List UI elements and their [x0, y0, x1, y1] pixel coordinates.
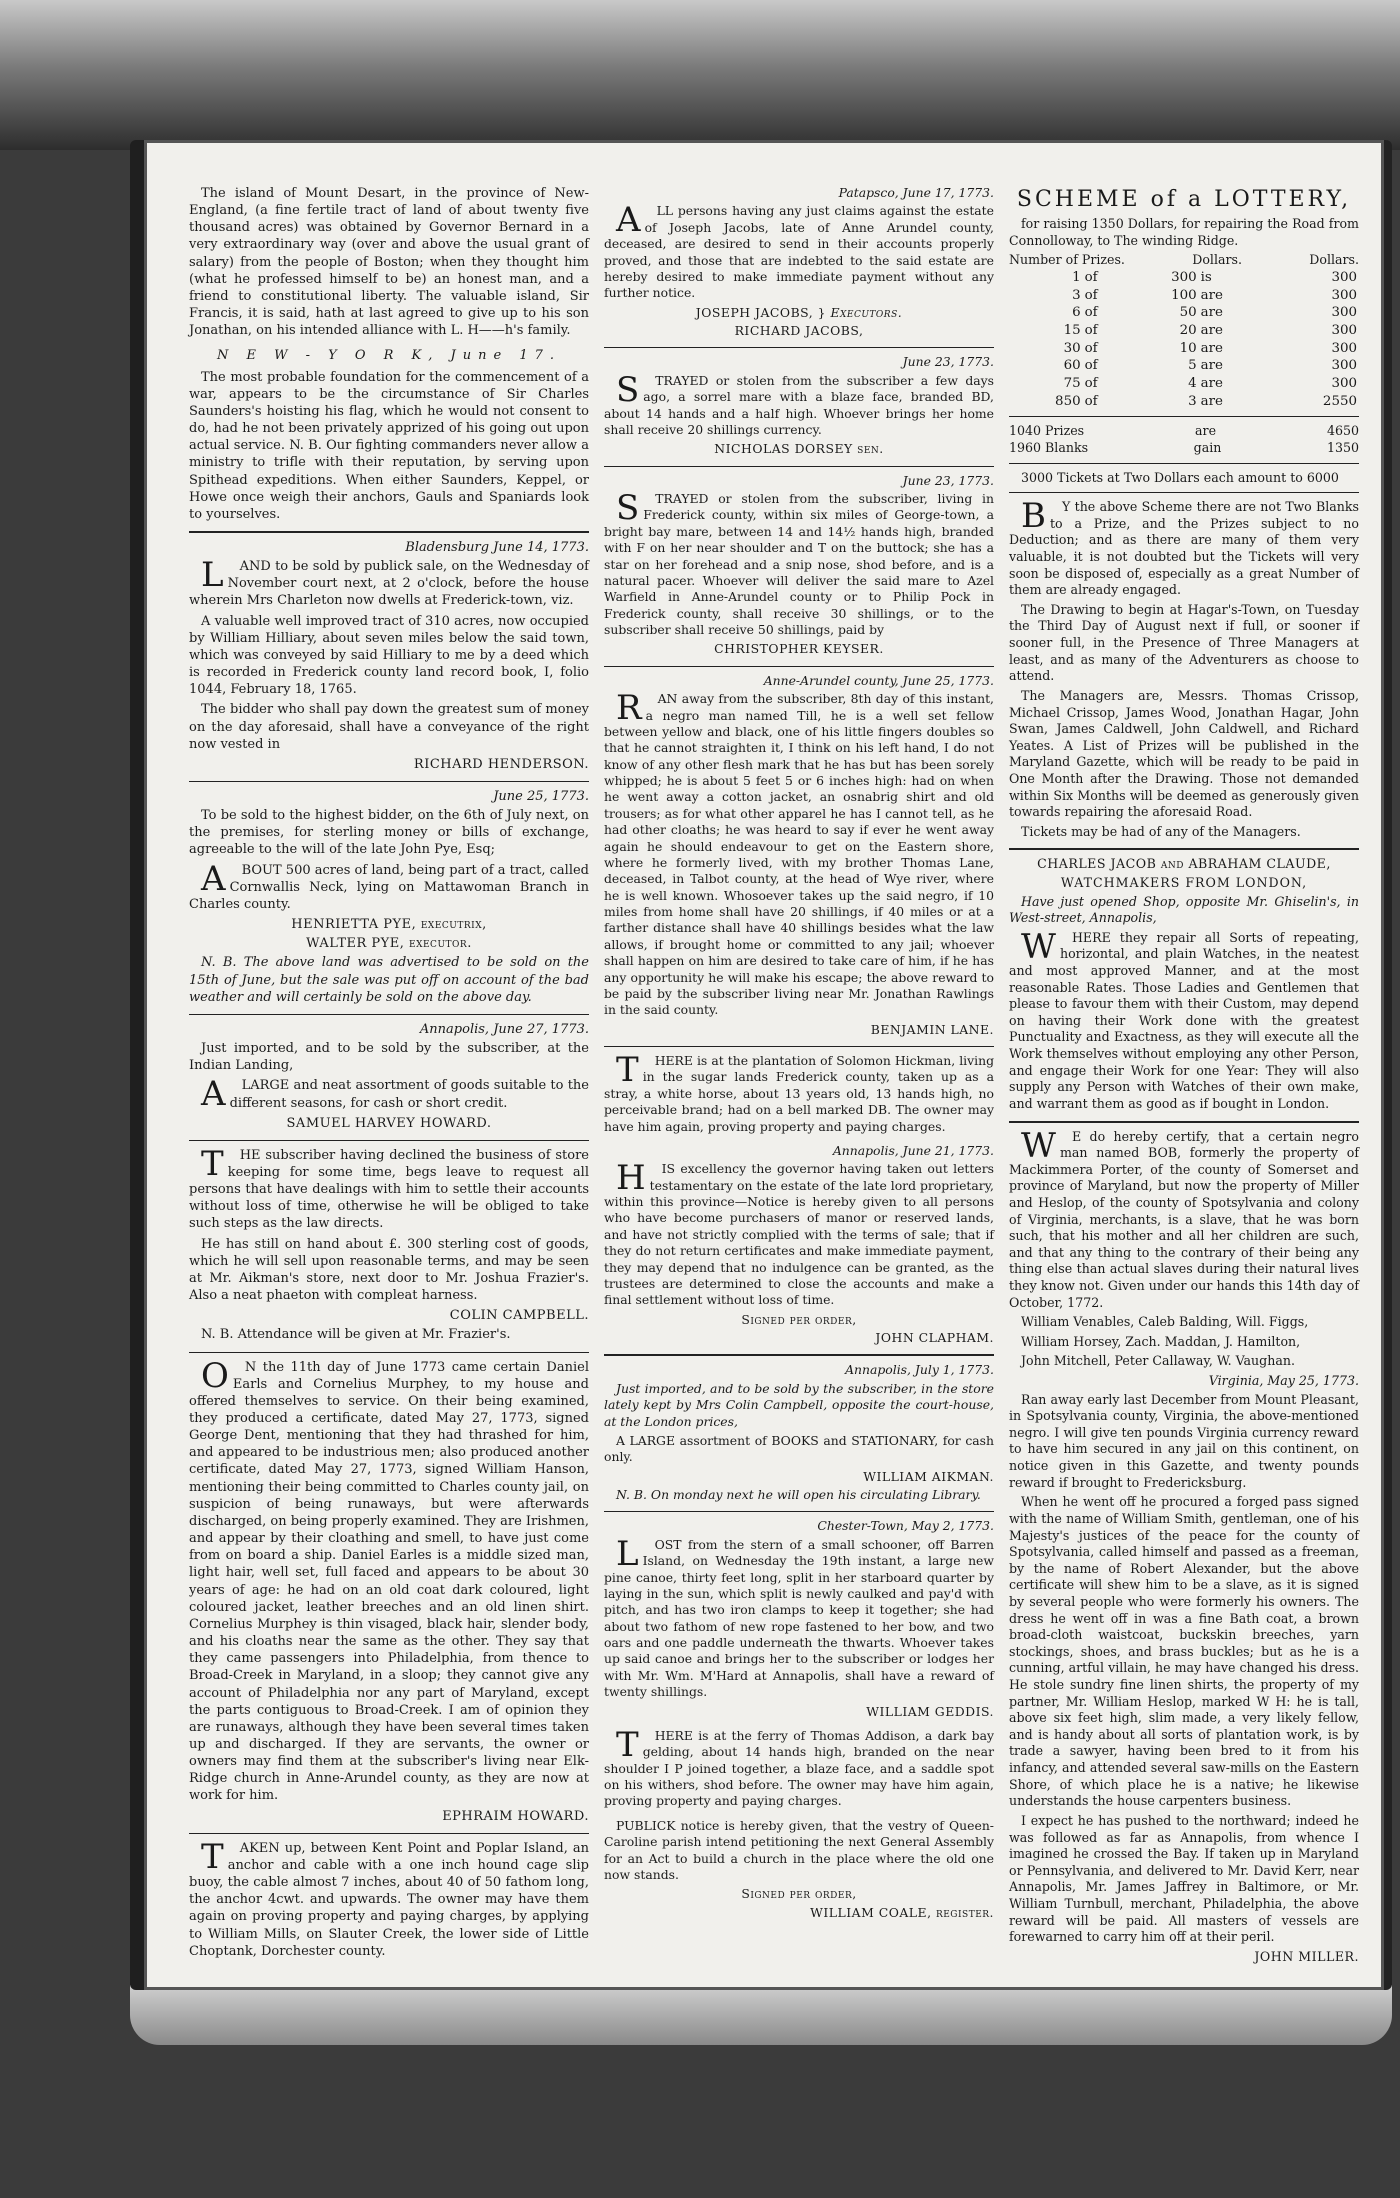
mount-desart-article: [189, 185, 589, 339]
prize-cell-of: of: [1084, 340, 1098, 356]
signature: BENJAMIN LANE.: [870, 1021, 994, 1037]
divider: [1009, 848, 1359, 850]
signed-per-order: Signed per order,: [741, 1886, 857, 1902]
ad-text: Just imported, and to be sold by the subscriber, at the Indian Landing,: [189, 1041, 589, 1074]
newspaper-page: [130, 140, 1392, 1990]
column-2: [604, 185, 994, 1929]
prize-row: [1009, 340, 1359, 358]
dateline: Patapsco, June 17, 1773.: [838, 185, 994, 200]
divider: [604, 347, 994, 348]
dateline: Annapolis, June 27, 1773.: [419, 1021, 589, 1037]
ad-text: A LARGE assortment of BOOKS and STATIONARY, for cash only.: [604, 1432, 994, 1465]
drop-cap: L: [616, 1533, 639, 1574]
divider: [1009, 416, 1359, 417]
prize-cell-is: are: [1200, 322, 1223, 338]
divider: [604, 666, 994, 667]
prize-cell-total: 300: [1331, 305, 1357, 321]
article-text: The most probable foundation for the commencement of a war, appears to be the circumstance of Sir Charles Saunders's hoisting his flag, which he would not consent to do, had he not been privately apprized of his going out upon actual service. N. B. Our fighting commanders never allow a ministry to trifle with their reputation, by serving upon Spithead expeditions. When either Saunders, Keppel, or Howe once weigh their anchors, Gauls and Spaniards look to yourselves.: [189, 369, 589, 522]
article-text: The island of Mount Desart, in the province of New-England, (a fine fertile tract of land of about twenty five thousand acres) was obtained by Governor Bernard in a very extraordinary way (over and above the usual grant of salary) from the people of Boston; when they thought him (what he professed himself to be) an honest man, and a friend to constitutional liberty. The valuable island, Sir Francis, it is said, hath at last agreed to give up to his son Jonathan, on his intended alliance with L. H——h's family.: [189, 186, 589, 339]
prize-cell-val: 10: [1179, 340, 1197, 356]
prize-cell-is: are: [1200, 375, 1223, 391]
stray-horse-ad: [604, 1050, 994, 1135]
prize-row: [1009, 304, 1359, 322]
column-3: [1009, 185, 1359, 1973]
drop-cap: A: [201, 1074, 226, 1115]
prize-cell-total: 300: [1331, 287, 1357, 303]
stray-mare-ad: [604, 354, 994, 457]
ad-text: To be sold to the highest bidder, on the 6th of July next, on the premises, for sterling money or bills of exchange, agreeable to the will of the late John Pye, Esq;: [189, 808, 589, 858]
lottery-scheme: [1009, 185, 1359, 840]
ad-text: L OST from the stern of a small schooner, off Barren Island, on Wednesday the 19th instant, a large new pine canoe, thirty feet long, split in her starboard quarter by laying in the sun, which split is newly caulked and pay'd with pitch, and has two iron clamps to keep it together; she had about two fathom of new rope fastened to her bow, and two oars and one paddle underneath the thwarts. Whoever takes up said canoe and brings her to the subscriber or lodges her with Mr. Wm. M'Hard at Annapolis, shall have a reward of twenty shillings.: [604, 1533, 994, 1700]
divider: [604, 1511, 994, 1512]
ad-text: I expect he has pushed to the northward; indeed he was followed as far as Annapolis, from whence I imagined he crossed the Bay. If taken up in Maryland or Pennsylvania, and delivered to Mr. David Kerr, near Annapolis, Mr. James Jaffrey in Baltimore, or Mr. William Turnbull, merchant, Philadelphia, the above reward will be paid. All masters of vessels are forewarned to carry him off at their peril.: [1009, 1812, 1359, 1945]
divider: [189, 1833, 589, 1834]
ad-text: He has still on hand about £. 300 sterling cost of goods, which he will sell upon reasonable terms, and may be seen at Mr. Aikman's store, next door to Mr. Joshua Frazier's. Also a neat phaeton with compleat harness.: [189, 1236, 589, 1304]
prize-cell-total: 300: [1331, 269, 1357, 285]
prize-cell-n: 30: [1063, 340, 1081, 356]
drop-cap: S: [616, 369, 640, 410]
prize-cell-n: 1: [1072, 269, 1081, 285]
ad-note: N. B. On monday next he will open his circulating Library.: [616, 1487, 981, 1502]
ad-text: When he went off he procured a forged pass signed with the name of William Smith, gentleman, one of his Majesty's justices of the peace for the county of Spotsylvania, called himself and passed as a freeman, by the name of Robert Alexander, but the above certificate will shew him to be a slave, as it is signed by several people who were formerly his owners. The dress he went off in was a fine Bath coat, a brown broad-cloth waistcoat, buckskin breeches, yarn stockings, shoes, and brass buckles; but as he is a cunning, artful villain, he may have changed his dress. He stole sundry fine linen shirts, the property of my partner, Mr. William Heslop, marked W H: he is tall, above six feet high, slim made, a very likely fellow, and is handy about all sorts of plantation work, is by trade a sawyer, having been bred to it from his infancy, and attended several saw-mills on the Eastern Shore, of which place he is a native; he likewise understands the house carpenters business.: [1009, 1494, 1359, 1809]
lottery-text: B Y the above Scheme there are not Two Blanks to a Prize, and the Prizes subject to no Deduction; and as there are many of them very valuable, it is not doubted but the Tickets will very soon be disposed of, especially as a great Number of them are already engaged.: [1009, 496, 1359, 598]
prize-cell-of: of: [1084, 375, 1098, 391]
signature: RICHARD JACOBS,: [734, 323, 864, 338]
divider: [1009, 463, 1359, 464]
prize-row: [1009, 393, 1359, 411]
divider: [189, 1140, 589, 1141]
ad-text: A LL persons having any just claims against the estate of Joseph Jacobs, late of Anne Arundel county, deceased, are desired to send in their accounts properly proved, and those that are indebted to the said estate are hereby desired to make immediate payment without any further notice.: [604, 200, 994, 301]
ad-text: The bidder who shall pay down the greatest sum of money on the day aforesaid, shall have a conveyance of the right now vested in: [189, 702, 589, 752]
prizes-total-row: 1040 Prizes are 4650: [1009, 423, 1359, 439]
drop-cap: T: [616, 1724, 639, 1765]
prize-cell-total: 300: [1331, 322, 1357, 338]
divider: [189, 531, 589, 533]
ad-text: A BOUT 500 acres of land, being part of a tract, called Cornwallis Neck, lying on Mattawoman Branch in Charles county.: [189, 858, 589, 912]
prize-cell-of: of: [1084, 393, 1098, 409]
new-york-article: [189, 347, 589, 523]
prize-cell-of: of: [1084, 358, 1098, 374]
prize-cell-is: are: [1200, 287, 1223, 303]
ad-text: O N the 11th day of June 1773 came certain Daniel Earls and Cornelius Murphey, to my house and offered themselves to service. On their being examined, they produced a certificate, dated May 27, 1773, signed George Dent, mentioning that they had thrashed for him, and appeared to be industrious men; also produced another certificate, dated May 27, 1773, signed William Hanson, mentioning their being committed to Charles county jail, on suspicion of being runaways, but were afterwards discharged, on being properly examined. They are Irishmen, and appear by their cloathing and smell, to have just come from on board a ship. Daniel Earles is a middle sized man, light hair, well set, full faced and appears to be about 30 years of age: he had on an old coat dark coloured, light coloured jacket, leather breeches and an old linen shirt. Cornelius Murphey is thin visaged, black hair, slender body, and his cloaths near the same as the other. They say that they came passengers into Philadelphia, from thence to Broad-Creek in Maryland, in a sloop; they cannot give any account of Philadelphia nor any part of Maryland, except the parts contiguous to Broad-Creek. I am of opinion they are runaways, although they have been several times taken up and discharged. If they are servants, the owner or owners may find them at the subscriber's living near Elk-Ridge church in Anne-Arundel county, as they are now at work for him.: [189, 1355, 589, 1804]
signature: JOSEPH JACOBS, } Executors.: [695, 304, 903, 320]
signers-line: John Mitchell, Peter Callaway, W. Vaughan.: [1021, 1353, 1295, 1369]
drop-cap: R: [616, 688, 642, 729]
prize-cell-n: 75: [1063, 375, 1081, 391]
lottery-table-header: Number of Prizes. Dollars. Dollars.: [1009, 252, 1359, 268]
lottery-text: The Managers are, Messrs. Thomas Crissop, Michael Crissop, James Wood, Jonathan Hagar, John Swan, James Caldwell, John Caldwell, and Richard Yeates. A List of Prizes will be published in the Maryland Gazette, which will be ready to be paid in One Month after the Drawing. Those not demanded within Six Months will be deemed as generously given towards repairing the aforesaid Road.: [1009, 687, 1359, 820]
drop-cap: W: [1021, 1125, 1056, 1166]
signature: WALTER PYE, executor.: [306, 936, 472, 952]
blanks-total-row: 1960 Blanks gain 1350: [1009, 439, 1359, 455]
signers-line: William Venables, Caleb Balding, Will. Figgs,: [1021, 1314, 1309, 1330]
runaway-till-ad: [604, 673, 994, 1038]
divider: [604, 1046, 994, 1047]
gelding-ferry-ad: [604, 1724, 994, 1810]
ad-note: N. B. Attendance will be given at Mr. Frazier's.: [201, 1327, 511, 1343]
prize-cell-n: 15: [1063, 322, 1081, 338]
divider: [189, 781, 589, 782]
drop-cap: L: [201, 555, 224, 596]
ad-text: L AND to be sold by publick sale, on the Wednesday of November court next, at 2 o'clock, before the house wherein Mrs Charleton now dwells at Frederick-town, viz.: [189, 555, 589, 609]
prize-cell-total: 2550: [1322, 393, 1357, 409]
keyser-mare-ad: [604, 473, 994, 658]
dateline: Virginia, May 25, 1773.: [1208, 1373, 1359, 1389]
prize-row: [1009, 322, 1359, 340]
ad-text: S TRAYED or stolen from the subscriber, living in Frederick county, within six miles of George-town, a bright bay mare, between 14 and 14½ hands high, branded with F on her near shoulder and T on the buttock; she has a star on her forehead and a snip nose, shod before, and is a natural pacer. Whoever will deliver the said mare to Azel Warfield in Anne-Arundel county or to Philip Pock in Frederick county, shall receive 30 shillings, or to the subscriber shall receive 50 shillings, paid by: [604, 488, 994, 637]
campbell-store-ad: [189, 1143, 589, 1344]
prize-cell-is: are: [1200, 305, 1223, 321]
prize-cell-val: 5: [1188, 358, 1197, 374]
signature: NICHOLAS DORSEY sen.: [714, 441, 884, 457]
ad-text: Ran away early last December from Mount Pleasant, in Spotsylvania county, Virginia, the above-mentioned negro. I will give ten pounds Virginia currency reward to have him secured in any jail on this continent, on notice given in this Gazette, and twenty pounds reward if brought to Fredericksburg.: [1009, 1391, 1359, 1490]
dateline: Chester-Town, May 2, 1773.: [817, 1518, 994, 1534]
drop-cap: S: [616, 488, 640, 528]
tickets-line: 3000 Tickets at Two Dollars each amount to 6000: [1021, 469, 1339, 485]
prize-row: [1009, 357, 1359, 375]
prize-cell-val: 20: [1179, 322, 1197, 338]
signature: SAMUEL HARVEY HOWARD.: [286, 1115, 492, 1131]
runaway-bob-ad: [1009, 1125, 1359, 1966]
prize-cell-is: are: [1200, 393, 1223, 409]
signature: JOHN MILLER.: [1254, 1948, 1359, 1964]
howard-goods-ad: [189, 1021, 589, 1132]
prize-cell-total: 300: [1331, 358, 1357, 374]
prize-cell-val: 300: [1171, 269, 1197, 285]
signature: COLIN CAMPBELL.: [449, 1308, 589, 1324]
divider: [1009, 492, 1359, 493]
ad-text: Just imported, and to be sold by the subscriber, in the store lately kept by Mrs Colin Campbell, opposite the court-house, at the London prices,: [604, 1380, 994, 1429]
ad-text: W E do hereby certify, that a certain negro man named BOB, formerly the property of Mackimmera Porter, of the county of Somerset and province of Maryland, but now the property of Miller and Heslop, of the county of Spotsylvania and colony of Virginia, merchants, is a slave, that he was born such, that his mother and all her children are such, and that any thing to the contrary of their being any thing else than actual slaves during their natural lives they know not. Given under our hands this 14th day of October, 1772.: [1009, 1125, 1359, 1310]
ad-note: N. B. The above land was advertised to be sold on the 15th of June, but the sale was put off on account of the bad weather and will certainly be sold on the above day.: [189, 955, 589, 1005]
signature: JOHN CLAPHAM.: [875, 1330, 994, 1345]
lottery-intro: for raising 1350 Dollars, for repairing the Road from Connolloway, to The winding Ridge.: [1009, 216, 1359, 248]
divider: [189, 1014, 589, 1015]
drop-cap: T: [616, 1050, 639, 1090]
drop-cap: H: [616, 1158, 646, 1199]
prize-cell-val: 100: [1171, 287, 1197, 303]
signature: WILLIAM GEDDIS.: [866, 1703, 994, 1719]
pye-land-ad: [189, 788, 589, 1006]
new-york-heading: N E W - Y O R K, June 17.: [216, 348, 562, 364]
prize-cell-val: 50: [1179, 305, 1197, 321]
dateline: Anne-Arundel county, June 25, 1773.: [763, 672, 994, 688]
drop-cap: O: [201, 1355, 229, 1396]
dateline: June 23, 1773.: [902, 354, 994, 370]
prize-row: [1009, 375, 1359, 393]
vestry-notice: [604, 1818, 994, 1921]
ad-text: T HE subscriber having declined the business of store keeping for some time, begs leave to request all persons that have dealings with him to settle their accounts without loss of time, otherwise he will be obliged to take such steps as the law directs.: [189, 1143, 589, 1232]
prize-cell-of: of: [1084, 305, 1098, 321]
prize-cell-is: are: [1200, 358, 1223, 374]
drop-cap: B: [1021, 496, 1046, 537]
ad-text: A LARGE and neat assortment of goods suitable to the different seasons, for cash or short credit.: [189, 1077, 589, 1111]
prize-cell-n: 6: [1072, 305, 1081, 321]
watchmakers-title: CHARLES JACOB and ABRAHAM CLAUDE,: [1037, 856, 1331, 872]
ad-text: R AN away from the subscriber, 8th day of this instant, a negro man named Till, he is a well set fellow between yellow and black, one of his little fingers doubles so that he cannot straighten it, I think on his left hand, I do not know of any other flesh mark that he has but has been sorely whipped; he is about 5 feet 5 or 6 inches high: had on when he went away a cotton jacket, an osnabrig shirt and old trousers; as for what other apparel he has I cannot tell, as he had other cloaths; he was heard to say if ever he went away again he should endeavour to get on the Eastern shore, where he formerly lived, with my brother Thomas Lane, deceased, in Talbot county, at the head of Wye river, where he is well known. Whosoever takes up the said negro, if 10 miles from home shall have 20 shillings, if 40 miles or at a farther distance shall have 40 shillings besides what the law allows, if brought home or committed to any jail; whoever shall happen on him are desired to take care of him, if he has any opportunity he will make his escape; the above reward to be paid by the subscriber living near Mr. Jonathan Rawlings in the said county.: [604, 688, 994, 1018]
drop-cap: T: [201, 1836, 224, 1877]
signers-line: William Horsey, Zach. Maddan, J. Hamilton,: [1021, 1333, 1301, 1349]
drop-cap: T: [201, 1143, 224, 1184]
prize-cell-n: 60: [1063, 358, 1081, 374]
prize-cell-n: 850: [1055, 393, 1081, 409]
dateline: Annapolis, June 21, 1773.: [832, 1142, 994, 1158]
aikman-books-ad: [604, 1362, 994, 1503]
ad-text: T AKEN up, between Kent Point and Poplar Island, an anchor and cable with a one inch hound cage slip buoy, the cable almost 7 inches, about 40 of 50 fathom long, the anchor 4cwt. and upwards. The owner may have them again on proving property and paying charges, by applying to William Mills, on Slauter Creek, the lower side of Little Choptank, Dorchester county.: [189, 1836, 589, 1959]
anchor-found-ad: [189, 1836, 589, 1960]
divider: [1009, 1121, 1359, 1123]
drop-cap: A: [616, 200, 641, 241]
prize-cell-of: of: [1084, 287, 1098, 303]
land-sale-ad: [189, 539, 589, 773]
page-bottom-edge: [130, 1985, 1392, 2045]
signature: EPHRAIM HOWARD.: [442, 1808, 589, 1824]
prize-cell-is: are: [1200, 340, 1223, 356]
column-1: [189, 185, 589, 1968]
signature: HENRIETTA PYE, executrix,: [291, 917, 487, 933]
watchmakers-subtitle: WATCHMAKERS FROM LONDON,: [1060, 874, 1308, 890]
watchmakers-ad: [1009, 856, 1359, 1112]
prize-row: [1009, 269, 1359, 287]
signed-per-order: Signed per order,: [741, 1311, 857, 1327]
lost-canoe-ad: [604, 1518, 994, 1720]
ad-text: T HERE is at the plantation of Solomon Hickman, living in the sugar lands Frederick county, taken up as a stray, a white horse, about 13 years old, 13 hands high, no perceivable brand; had on a bell marked DB. The owner may have him again, proving property and paying charges.: [604, 1050, 994, 1134]
prize-cell-val: 4: [1188, 375, 1197, 391]
signature: WILLIAM COALE, register.: [810, 1904, 994, 1920]
ad-text: W HERE they repair all Sorts of repeating, horizontal, and plain Watches, in the neatest and most approved Manner, and at the most reasonable Rates. Those Ladies and Gentlemen that please to favour them with their Custom, may depend on having their Work done with the greatest Punctuality and Exactness, as they will execute all the Work themselves without employing any other Person, and engage their Work for one Year: They will also supply any Person with Watches of their own make, and warrant them as good as if bought in London.: [1009, 926, 1359, 1111]
prize-row: [1009, 287, 1359, 305]
divider: [189, 1352, 589, 1353]
dateline: June 23, 1773.: [902, 472, 994, 488]
lottery-text: Tickets may be had of any of the Managers.: [1021, 823, 1301, 839]
prize-cell-of: of: [1084, 322, 1098, 338]
scan-background: [0, 0, 1400, 150]
runaway-servants-ad: [189, 1355, 589, 1825]
prize-cell-of: of: [1084, 269, 1098, 285]
lottery-text: The Drawing to begin at Hagar's-Town, on Tuesday the Third Day of August next if full, or sooner if sooner full, in the Presence of Three Managers at least, and as many of the Adventurers as choose to attend.: [1009, 601, 1359, 684]
signature: WILLIAM AIKMAN.: [863, 1468, 994, 1484]
governor-notice: [604, 1143, 994, 1347]
signature: RICHARD HENDERSON.: [413, 756, 589, 772]
prize-table: [1009, 269, 1359, 411]
ad-text: PUBLICK notice is hereby given, that the vestry of Queen-Caroline parish intend petitioning the next General Assembly for an Act to build a church in the place where the old one now stands.: [604, 1817, 994, 1882]
drop-cap: A: [201, 858, 226, 899]
prize-cell-total: 300: [1331, 375, 1357, 391]
divider: [604, 1354, 994, 1356]
dateline: Bladensburg June 14, 1773.: [405, 539, 589, 555]
ad-text: Have just opened Shop, opposite Mr. Ghiselin's, in West-street, Annapolis,: [1009, 893, 1359, 926]
prize-cell-n: 3: [1072, 287, 1081, 303]
drop-cap: W: [1021, 926, 1056, 967]
divider: [604, 466, 994, 467]
dateline: Annapolis, July 1, 1773.: [845, 1362, 994, 1378]
prize-cell-is: is: [1200, 269, 1212, 285]
ad-text: H IS excellency the governor having taken out letters testamentary on the estate of the late lord proprietary, within this province—Notice is hereby given to all persons who have become purchasers of manor or reserved lands, and have not strictly complied with the terms of sale; that if they do not return certificates and make immediate payment, they may depend that no indulgence can be granted, as the trustees are determined to close the accounts and make a final settlement without loss of time.: [604, 1158, 994, 1308]
prize-cell-total: 300: [1331, 340, 1357, 356]
dateline: June 25, 1773.: [493, 789, 589, 804]
ad-text: T HERE is at the ferry of Thomas Addison, a dark bay gelding, about 14 hands high, branded on the near shoulder I P joined together, a blaze face, and a saddle spot on his withers, shod before. The owner may have him again, proving property and paying charges.: [604, 1724, 994, 1809]
signature: CHRISTOPHER KEYSER.: [714, 641, 884, 657]
lottery-title: SCHEME of a LOTTERY,: [1016, 187, 1352, 212]
ad-text: A valuable well improved tract of 310 acres, now occupied by William Hilliary, about seven miles below the said town, which was conveyed by said Hilliary to me by a deed which is recorded in Frederick county land record book, I, folio 1044, February 18, 1765.: [189, 613, 589, 698]
prize-cell-val: 3: [1188, 393, 1197, 409]
ad-text: S TRAYED or stolen from the subscriber a few days ago, a sorrel mare with a blaze face, branded BD, about 14 hands and a half high. Whoever brings her home shall receive 20 shillings currency.: [604, 369, 994, 437]
jacobs-estate-ad: [604, 185, 994, 339]
